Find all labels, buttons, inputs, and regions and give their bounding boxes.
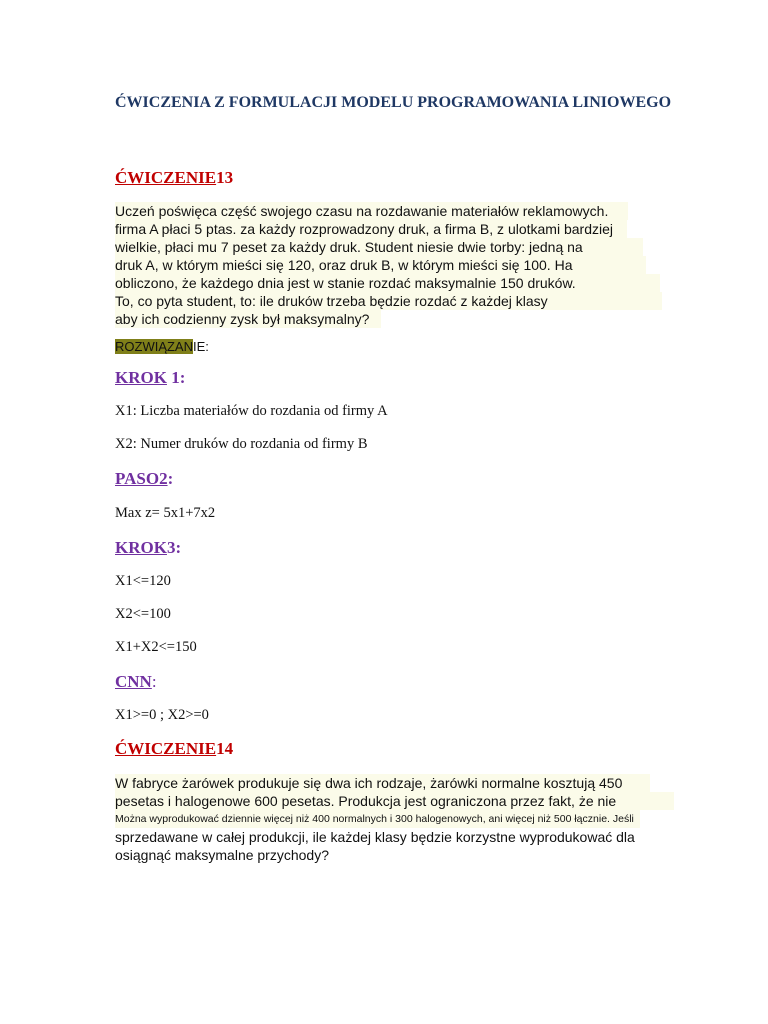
- exercise-13-heading: [115, 168, 233, 188]
- exercise-13-line: wielkie, płaci mu 7 peset za każdy druk. Student niesie dwie torby: jedną na: [115, 238, 643, 256]
- exercise-13-line: aby ich codzienny zysk był maksymalny?: [115, 310, 381, 328]
- variable-x2-definition: X2: Numer druków do rozdania od firmy B: [115, 436, 368, 452]
- step-2-heading: [115, 469, 173, 489]
- exercise-13-line: Uczeń poświęca część swojego czasu na rozdawanie materiałów reklamowych.: [115, 202, 628, 220]
- step-2-heading-underlined: PASO2: [115, 469, 168, 488]
- solution-label-rest: IE:: [193, 339, 209, 354]
- solution-label: [115, 339, 209, 354]
- exercise-14-line: W fabryce żarówek produkuje się dwa ich rodzaje, żarówki normalne kosztują 450: [115, 774, 650, 792]
- exercise-14-line: pesetas i halogenowe 600 pesetas. Produkcja jest ograniczona przez fakt, że nie: [115, 792, 674, 810]
- step-3-heading: [115, 538, 181, 558]
- exercise-14-heading-underlined: ĆWICZENIE: [115, 739, 217, 758]
- cnn-heading-underlined: CNN: [115, 672, 152, 691]
- exercise-14-heading: [115, 739, 233, 759]
- constraint-line: X1<=120: [115, 573, 171, 589]
- step-3-heading-underlined: KROK: [115, 538, 167, 557]
- exercise-13-line: firma A płaci 5 ptas. za każdy rozprowadzony druk, a firma B, z ulotkami bardziej: [115, 220, 627, 238]
- cnn-heading-rest: :: [151, 672, 157, 691]
- exercise-14-line: osiągnąć maksymalne przychody?: [115, 847, 329, 863]
- variable-x1-definition: X1: Liczba materiałów do rozdania od firmy A: [115, 403, 388, 419]
- document-title: ĆWICZENIA Z FORMULACJI MODELU PROGRAMOWANIA LINIOWEGO: [115, 94, 672, 111]
- step-1-heading-rest: 1:: [166, 368, 186, 387]
- exercise-13-line: druk A, w którym mieści się 120, oraz druk B, w którym mieści się 100. Ha: [115, 256, 646, 274]
- solution-label-highlighted: ROZWIĄZAN: [115, 339, 193, 354]
- exercise-14-line: Można wyprodukować dziennie więcej niż 400 normalnych i 300 halogenowych, ani więcej niż 500 łącznie. Jeśli: [115, 810, 640, 828]
- step-1-heading: [115, 368, 185, 388]
- step-3-heading-rest: 3:: [166, 538, 182, 557]
- exercise-14-heading-number: 14: [216, 739, 234, 758]
- objective-function: Max z= 5x1+7x2: [115, 505, 216, 521]
- step-1-heading-underlined: KROK: [115, 368, 167, 387]
- exercise-13-line: To, co pyta student, to: ile druków trzeba będzie rozdać z każdej klasy: [115, 292, 662, 310]
- exercise-13-heading-underlined: ĆWICZENIE: [115, 168, 217, 187]
- non-negativity-constraint: X1>=0 ; X2>=0: [115, 707, 209, 723]
- constraint-line: X2<=100: [115, 606, 171, 622]
- exercise-14-line: sprzedawane w całej produkcji, ile każdej klasy będzie korzystne wyprodukować dla: [115, 829, 635, 845]
- step-2-heading-rest: :: [167, 469, 174, 488]
- exercise-13-line: obliczono, że każdego dnia jest w stanie rozdać maksymalnie 150 druków.: [115, 274, 660, 292]
- exercise-13-heading-number: 13: [216, 168, 234, 187]
- constraint-line: X1+X2<=150: [115, 639, 197, 655]
- cnn-heading: [115, 672, 157, 692]
